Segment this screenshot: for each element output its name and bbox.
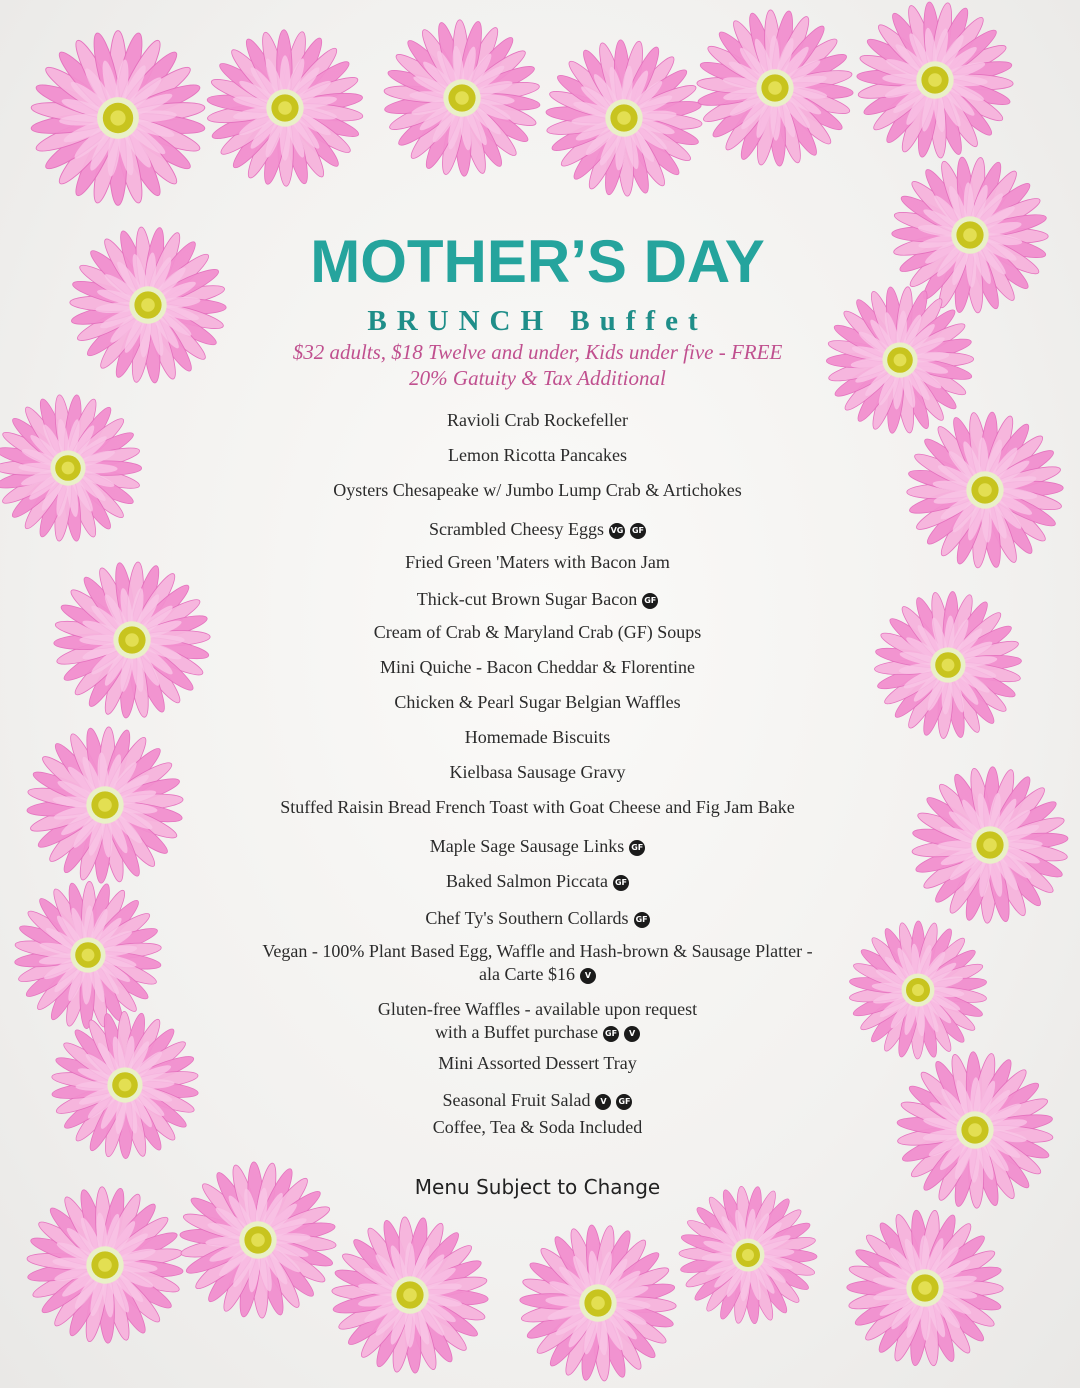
- menu-item-text: Mini Assorted Dessert Tray: [438, 1053, 637, 1073]
- menu-item-text: Kielbasa Sausage Gravy: [449, 762, 626, 782]
- menu-list: [230, 409, 845, 1139]
- daisy-icon: [20, 1180, 190, 1350]
- menu-item: [230, 656, 845, 679]
- menu-item-text: Seasonal Fruit Salad: [442, 1090, 591, 1110]
- daisy-icon: [905, 760, 1075, 930]
- menu-item: [230, 796, 845, 819]
- gratuity-line: 20% Gatuity & Tax Additional: [409, 366, 666, 390]
- menu-item-text: Maple Sage Sausage Links: [429, 836, 625, 856]
- menu-card: [230, 225, 845, 1199]
- menu-item: [230, 691, 845, 714]
- gluten-free-badge: GF: [613, 875, 629, 891]
- menu-item-text: Thick-cut Brown Sugar Bacon: [416, 589, 638, 609]
- daisy-icon: [868, 585, 1028, 745]
- daisy-icon: [673, 1180, 823, 1330]
- gluten-free-badge: GF: [642, 593, 658, 609]
- menu-item: [230, 1089, 845, 1112]
- daisy-icon: [690, 3, 860, 173]
- menu-item: [230, 479, 845, 502]
- subtitle: BRUNCH Buffet: [367, 305, 708, 337]
- daisy-icon: [843, 915, 993, 1065]
- daisy-icon: [325, 1210, 495, 1380]
- daisy-icon: [377, 13, 547, 183]
- menu-item: [230, 835, 845, 858]
- daisy-icon: [850, 0, 1020, 165]
- daisy-icon: [45, 1005, 205, 1165]
- daisy-icon: [840, 1203, 1010, 1373]
- menu-item-text: Homemade Biscuits: [464, 727, 611, 747]
- daisy-icon: [539, 33, 709, 203]
- menu-item: [230, 940, 845, 986]
- menu-item: [230, 761, 845, 784]
- vegan-badge: V: [580, 968, 596, 984]
- page-title: MOTHER’S DAY: [310, 228, 765, 295]
- menu-item-text-continued: ala Carte $16: [479, 964, 575, 984]
- menu-item-text: Lemon Ricotta Pancakes: [448, 445, 627, 465]
- menu-item-text: Fried Green 'Maters with Bacon Jam: [405, 552, 670, 572]
- menu-item-text: Oysters Chesapeake w/ Jumbo Lump Crab & Artichokes: [333, 480, 742, 500]
- gluten-free-badge: GF: [634, 912, 650, 928]
- vegetarian-badge: VG: [609, 523, 625, 539]
- menu-item-text: Stuffed Raisin Bread French Toast with Goat Cheese and Fig Jam Bake: [280, 797, 795, 817]
- menu-item-text: Baked Salmon Piccata: [446, 871, 608, 891]
- daisy-icon: [890, 1045, 1060, 1215]
- daisy-icon: [63, 220, 233, 390]
- menu-item: [230, 409, 845, 432]
- gluten-free-badge: GF: [603, 1026, 619, 1042]
- menu-item: [230, 518, 845, 541]
- gluten-free-badge: GF: [630, 523, 646, 539]
- gluten-free-badge: GF: [629, 840, 645, 856]
- menu-item: [230, 621, 845, 644]
- daisy-icon: [513, 1218, 683, 1388]
- menu-item-text: Chicken & Pearl Sugar Belgian Waffles: [394, 692, 681, 712]
- daisy-icon: [47, 555, 217, 725]
- daisy-icon: [200, 23, 370, 193]
- menu-item: [230, 444, 845, 467]
- gluten-free-badge: GF: [616, 1094, 632, 1110]
- vegan-badge: V: [595, 1094, 611, 1110]
- daisy-icon: [23, 23, 213, 213]
- menu-item: [230, 870, 845, 893]
- menu-item-text: Chef Ty's Southern Collards: [425, 908, 629, 928]
- menu-item-text: Cream of Crab & Maryland Crab (GF) Soups: [373, 622, 702, 642]
- menu-item: [230, 551, 845, 574]
- menu-item-text-continued: with a Buffet purchase: [434, 1022, 599, 1042]
- menu-item: [230, 588, 845, 611]
- menu-item: [230, 907, 845, 930]
- daisy-icon: [20, 720, 190, 890]
- daisy-icon: [900, 405, 1070, 575]
- menu-item: [230, 1116, 845, 1139]
- vegan-badge: V: [624, 1026, 640, 1042]
- price-line: $32 adults, $18 Twelve and under, Kids under five - FREE: [292, 340, 783, 364]
- menu-item-text: Ravioli Crab Rockefeller: [447, 410, 628, 430]
- menu-item-text: Scrambled Cheesy Eggs: [429, 519, 604, 539]
- footer-note: Menu Subject to Change: [414, 1175, 661, 1199]
- menu-item-text: Coffee, Tea & Soda Included: [432, 1117, 643, 1137]
- menu-item: [230, 726, 845, 749]
- daisy-icon: [0, 388, 148, 548]
- menu-item: [230, 1052, 845, 1075]
- menu-item-text: Mini Quiche - Bacon Cheddar & Florentine: [380, 657, 695, 677]
- menu-item: [230, 998, 845, 1044]
- menu-item-text: Gluten-free Waffles - available upon request: [377, 999, 698, 1019]
- menu-item-text: Vegan - 100% Plant Based Egg, Waffle and Hash-brown & Sausage Platter -: [262, 941, 813, 961]
